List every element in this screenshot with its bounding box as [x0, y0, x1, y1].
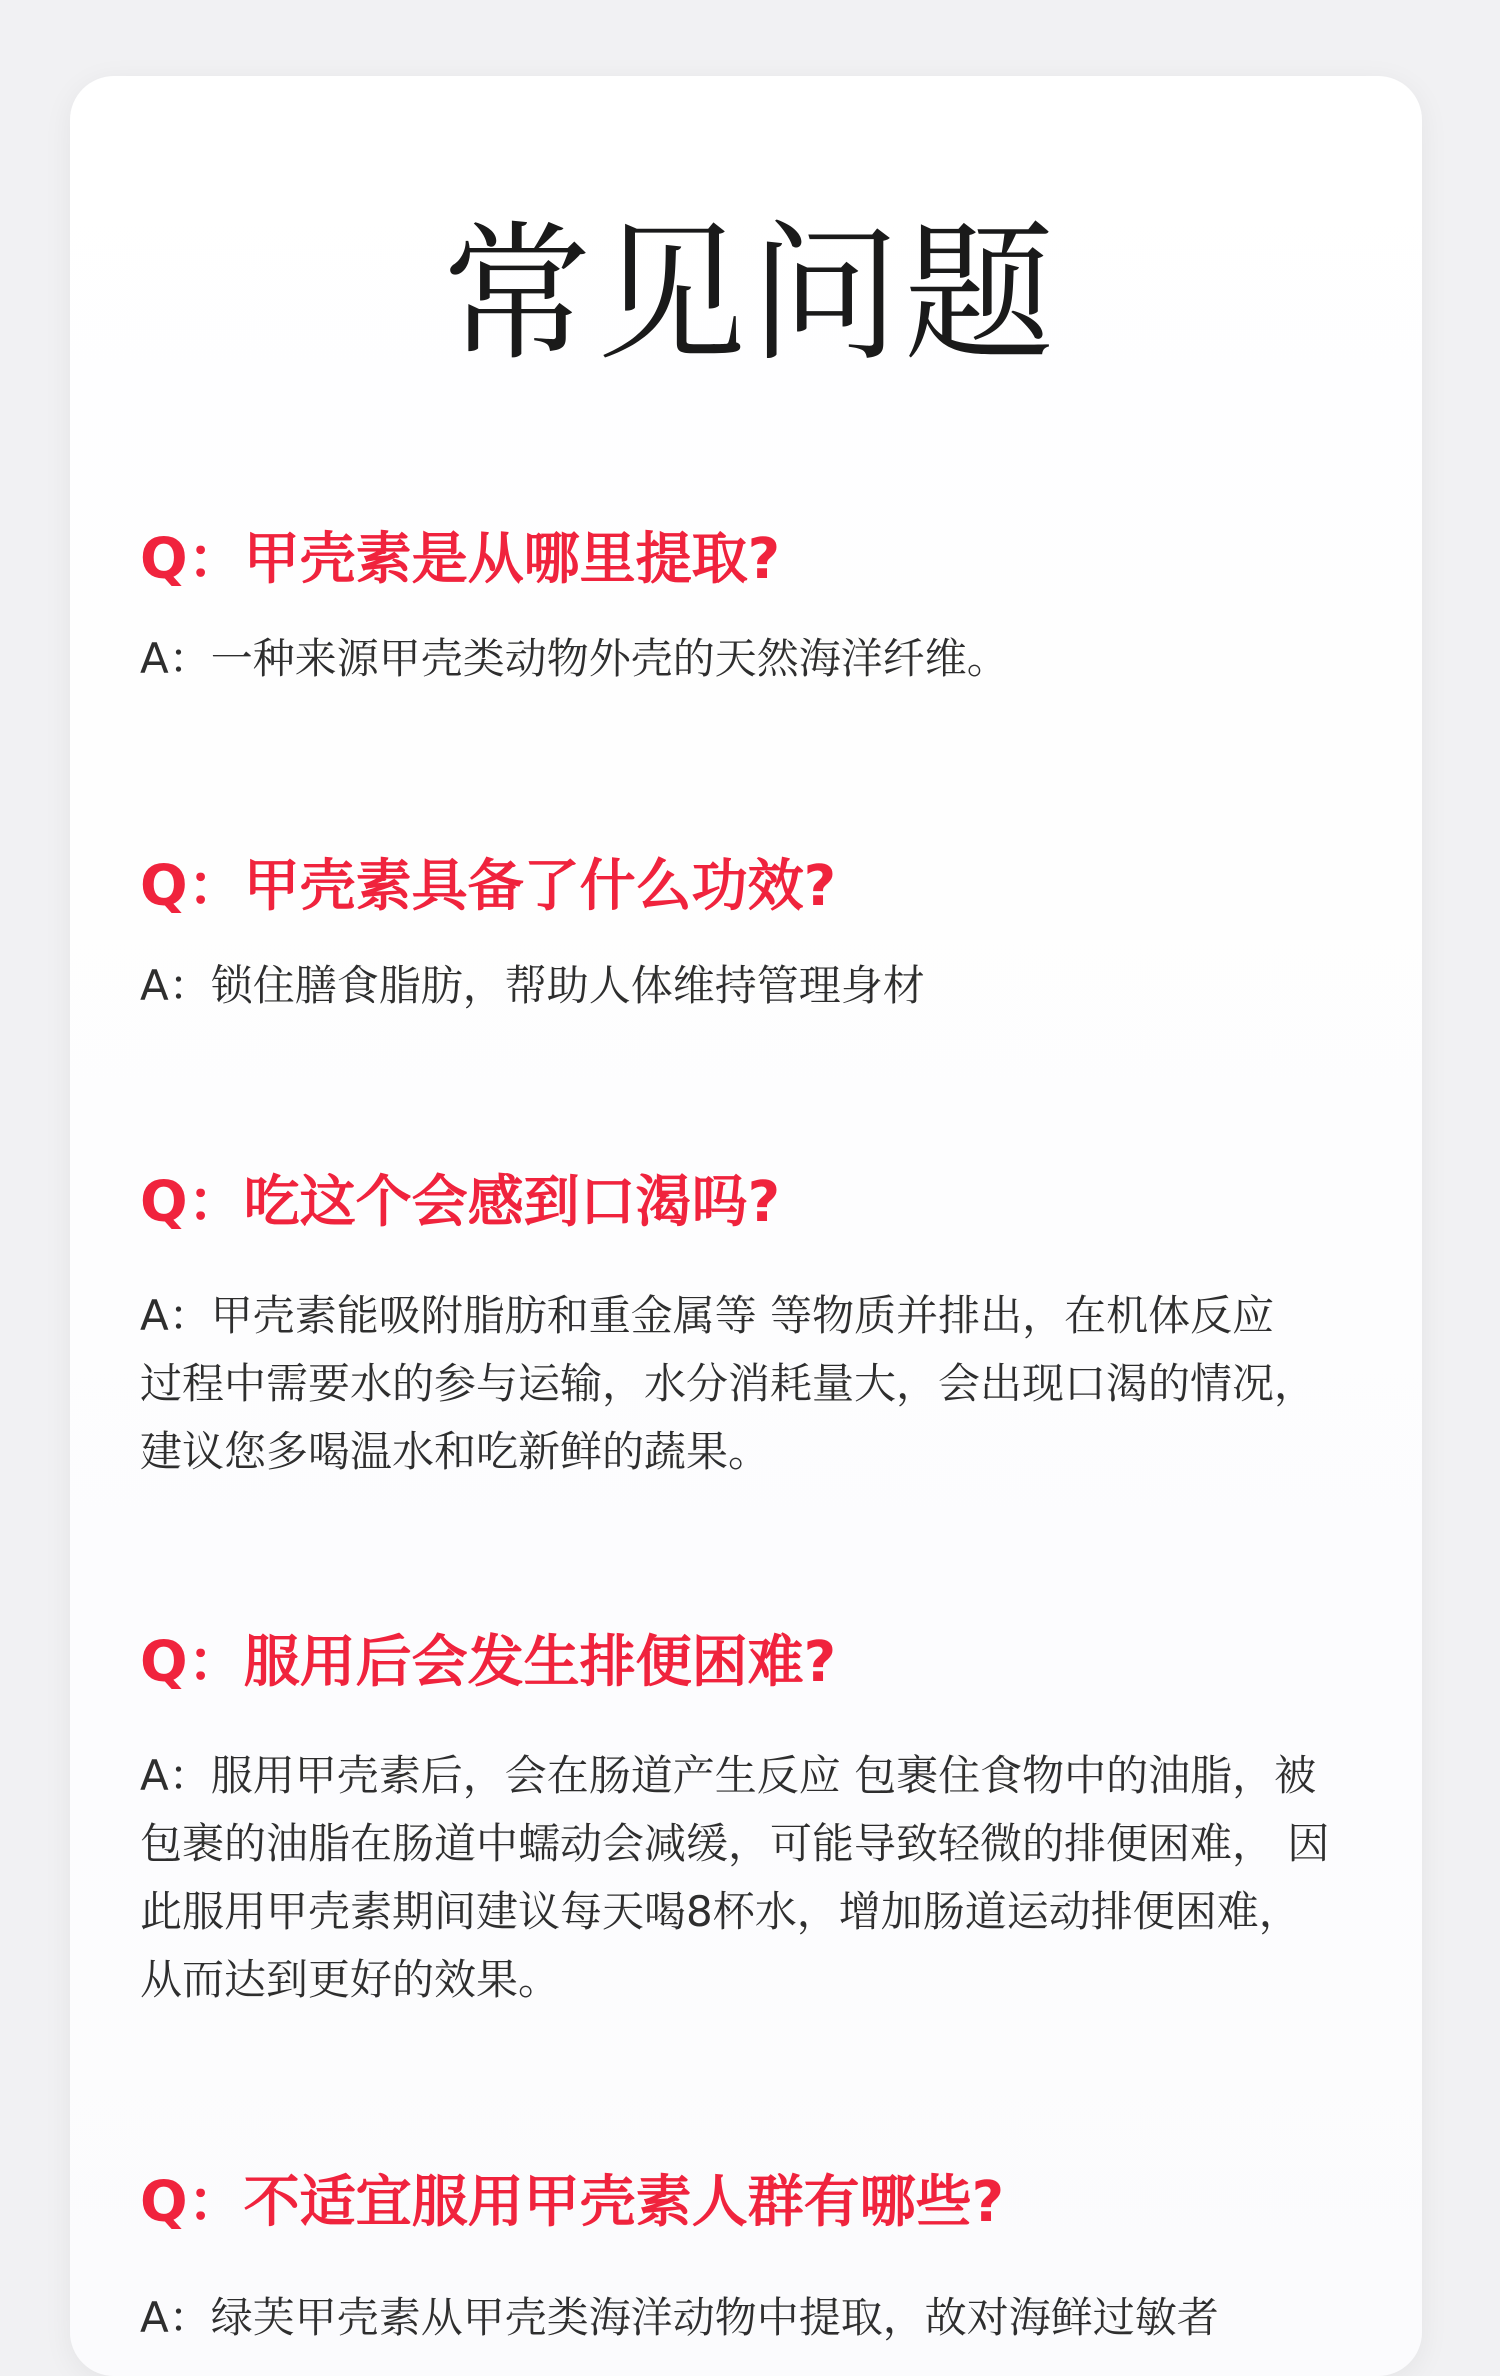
faq-answer [140, 1282, 1380, 1486]
faq-answer [140, 952, 1380, 1020]
faq-answer-line: A：服用甲壳素后，会在肠道产生反应 包裹住食物中的油脂，被 [140, 1751, 1317, 1800]
faq-answer-line: 过程中需要水的参与运输，水分消耗量大，会出现口渴的情况， [140, 1359, 1317, 1408]
faq-item [140, 1628, 1380, 2014]
faq-question: Q：服用后会发生排便困难? [140, 1630, 837, 1695]
faq-answer-line: A：一种来源甲壳类动物外壳的天然海洋纤维。 [140, 634, 1009, 683]
faq-item [140, 1168, 1380, 1486]
faq-answer [140, 625, 1380, 693]
faq-answer [140, 1742, 1380, 2014]
faq-question: Q：甲壳素是从哪里提取? [140, 527, 781, 592]
faq-answer-line: 包裹的油脂在肠道中蠕动会减缓，可能导致轻微的排便困难， 因 [140, 1819, 1330, 1868]
faq-question: Q：不适宜服用甲壳素人群有哪些? [140, 2170, 1005, 2235]
faq-answer [140, 2284, 1380, 2352]
faq-question: Q：吃这个会感到口渴吗? [140, 1170, 781, 1235]
faq-item [140, 525, 1380, 693]
page-title: 常见问题 [441, 208, 1058, 382]
faq-answer-line: A：锁住膳食脂肪，帮助人体维持管理身材 [140, 961, 925, 1010]
faq-answer-line: 此服用甲壳素期间建议每天喝8杯水，增加肠道运动排便困难， [140, 1887, 1301, 1936]
faq-question: Q：甲壳素具备了什么功效? [140, 854, 837, 919]
faq-item [140, 2168, 1380, 2352]
faq-answer-line: 从而达到更好的效果。 [140, 1955, 561, 2004]
faq-answer-line: 建议您多喝温水和吃新鲜的蔬果。 [140, 1427, 771, 1476]
faq-item [140, 852, 1380, 1020]
faq-answer-line: A：甲壳素能吸附脂肪和重金属等 等物质并排出，在机体反应 [140, 1291, 1275, 1340]
faq-answer-line: A：绿芙甲壳素从甲壳类海洋动物中提取，故对海鲜过敏者 [140, 2293, 1219, 2342]
